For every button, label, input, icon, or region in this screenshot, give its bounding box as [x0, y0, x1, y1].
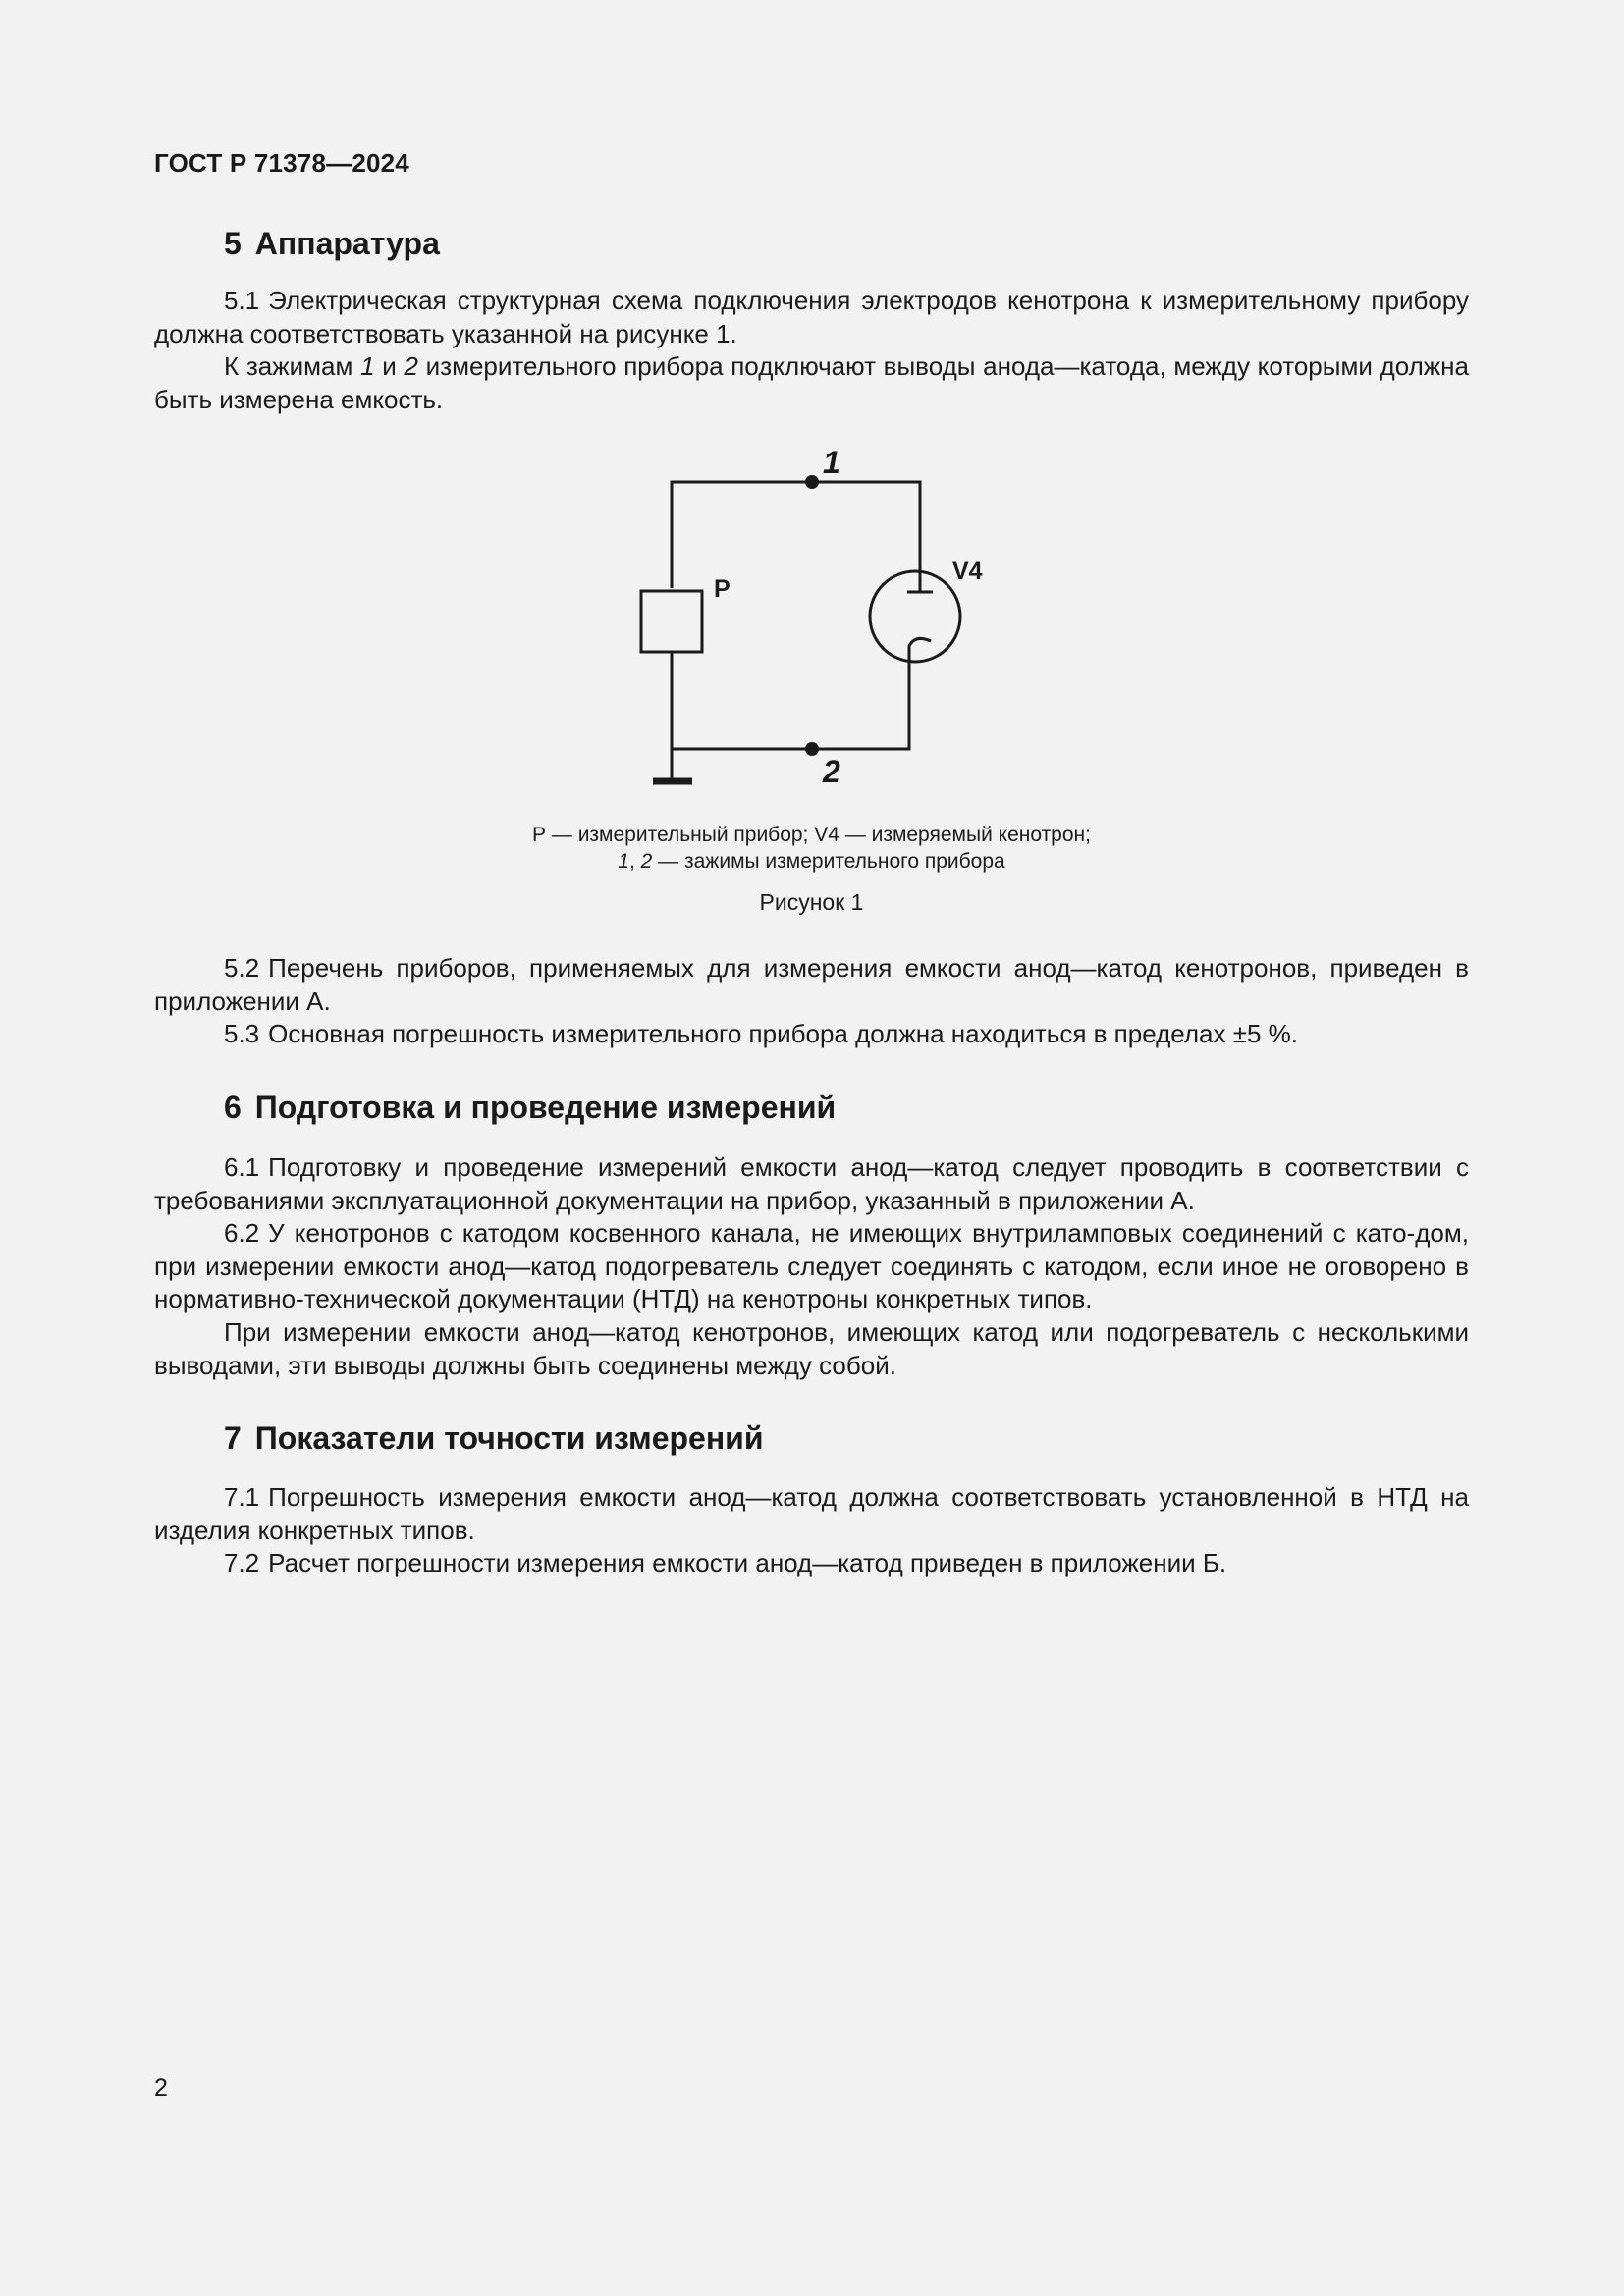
section-title: Аппаратура — [254, 226, 440, 261]
clause-number: 6.1 — [224, 1152, 260, 1182]
page-number: 2 — [154, 2074, 168, 2102]
top-wire — [672, 482, 920, 588]
bottom-wire — [672, 657, 909, 749]
clause-text: Электрическая структурная схема подключения электродов кенотрона к измерительному прибору должна соответствовать указанной на рисунке 1. — [154, 286, 1469, 348]
clause-text: Погрешность измерения емкости анод—катод должна соответствовать установленной в НТД на изделия конкретных типов. — [154, 1482, 1469, 1545]
section-6-heading — [224, 1090, 836, 1126]
document-header: ГОСТ Р 71378—2024 — [154, 148, 409, 178]
terminal-ref-1: 1 — [360, 351, 375, 381]
clause-text: Подготовку и проведение измерений емкости анод—катод следует проводить в соответствии с требованиями эксплуатационной документации на прибор, указанный в приложении А. — [154, 1152, 1469, 1215]
cathode-symbol — [909, 638, 931, 662]
legend-terminal-1: 1 — [618, 850, 629, 873]
terminal-2-dot — [805, 742, 819, 756]
text-fragment: и — [374, 351, 405, 381]
paragraph-6-2 — [154, 1217, 1469, 1316]
clause-text: Перечень приборов, применяемых для измерения емкости анод—катод кенотронов, приведен в приложении А. — [154, 953, 1469, 1016]
clause-number: 5.2 — [224, 953, 260, 983]
paragraph-5-3 — [154, 1018, 1469, 1051]
paragraph-7-2 — [154, 1547, 1469, 1580]
figure-caption: Рисунок 1 — [759, 889, 864, 915]
terminal-ref-2: 2 — [404, 351, 418, 381]
terminal-1-dot — [805, 475, 819, 489]
meter-symbol — [641, 591, 702, 652]
legend-line-1: Р — измерительный прибор; V4 — измеряемый кенотрон; — [532, 824, 1091, 846]
tube-label: V4 — [952, 558, 983, 585]
clause-text: Основная погрешность измерительного прибора должна находиться в пределах ±5 %. — [268, 1019, 1299, 1048]
terminal-2-label: 2 — [823, 754, 840, 789]
paragraph-5-1-b — [154, 350, 1469, 416]
legend-line-2 — [393, 848, 1230, 875]
legend-terminal-2: 2 — [640, 850, 653, 873]
section-title: Показатели точности измерений — [254, 1420, 764, 1456]
clause-number: 6.2 — [224, 1218, 260, 1248]
clause-number: 5.3 — [224, 1019, 260, 1048]
clause-number: 7.2 — [224, 1548, 260, 1577]
paragraph-5-2 — [154, 952, 1469, 1018]
text-fragment: измерительного прибора подключают выводы анода—катода, между которыми должна быть измерена емкость. — [154, 351, 1469, 414]
circuit-diagram — [619, 432, 1011, 805]
paragraph-6-2-b — [154, 1316, 1469, 1382]
text-fragment: К зажимам — [224, 351, 361, 381]
tube-envelope — [870, 571, 960, 662]
paragraph-5-1 — [154, 285, 1469, 350]
terminal-1-label: 1 — [823, 445, 840, 480]
clause-text: Расчет погрешности измерения емкости анод—катод приведен в приложении Б. — [268, 1548, 1227, 1577]
section-number: 7 — [224, 1420, 242, 1456]
figure-legend — [393, 822, 1230, 875]
section-7-heading — [224, 1420, 764, 1457]
meter-label: P — [714, 575, 731, 603]
clause-number: 7.1 — [224, 1482, 260, 1512]
clause-text: У кенотронов с катодом косвенного канала, не имеющих внутриламповых соединений с като-дом, при измерении емкости анод—катод подогреватель следует соединять с катодом, если иное не оговорено в нормативно-технической документации (НТД) на кенотроны конкретных типов. — [154, 1218, 1469, 1313]
legend-text: — зажимы измерительного прибора — [652, 850, 1005, 873]
section-title: Подготовка и проведение измерений — [254, 1090, 837, 1125]
paragraph-7-1 — [154, 1481, 1469, 1547]
legend-separator: , — [628, 850, 641, 873]
clause-text: При измерении емкости анод—катод кенотронов, имеющих катод или подогреватель с несколькими выводами, эти выводы должны быть соединены между собой. — [154, 1317, 1469, 1380]
clause-number: 5.1 — [224, 286, 260, 315]
paragraph-6-1 — [154, 1151, 1469, 1217]
section-number: 5 — [224, 226, 242, 261]
section-number: 6 — [224, 1090, 242, 1125]
section-5-heading — [224, 226, 440, 262]
